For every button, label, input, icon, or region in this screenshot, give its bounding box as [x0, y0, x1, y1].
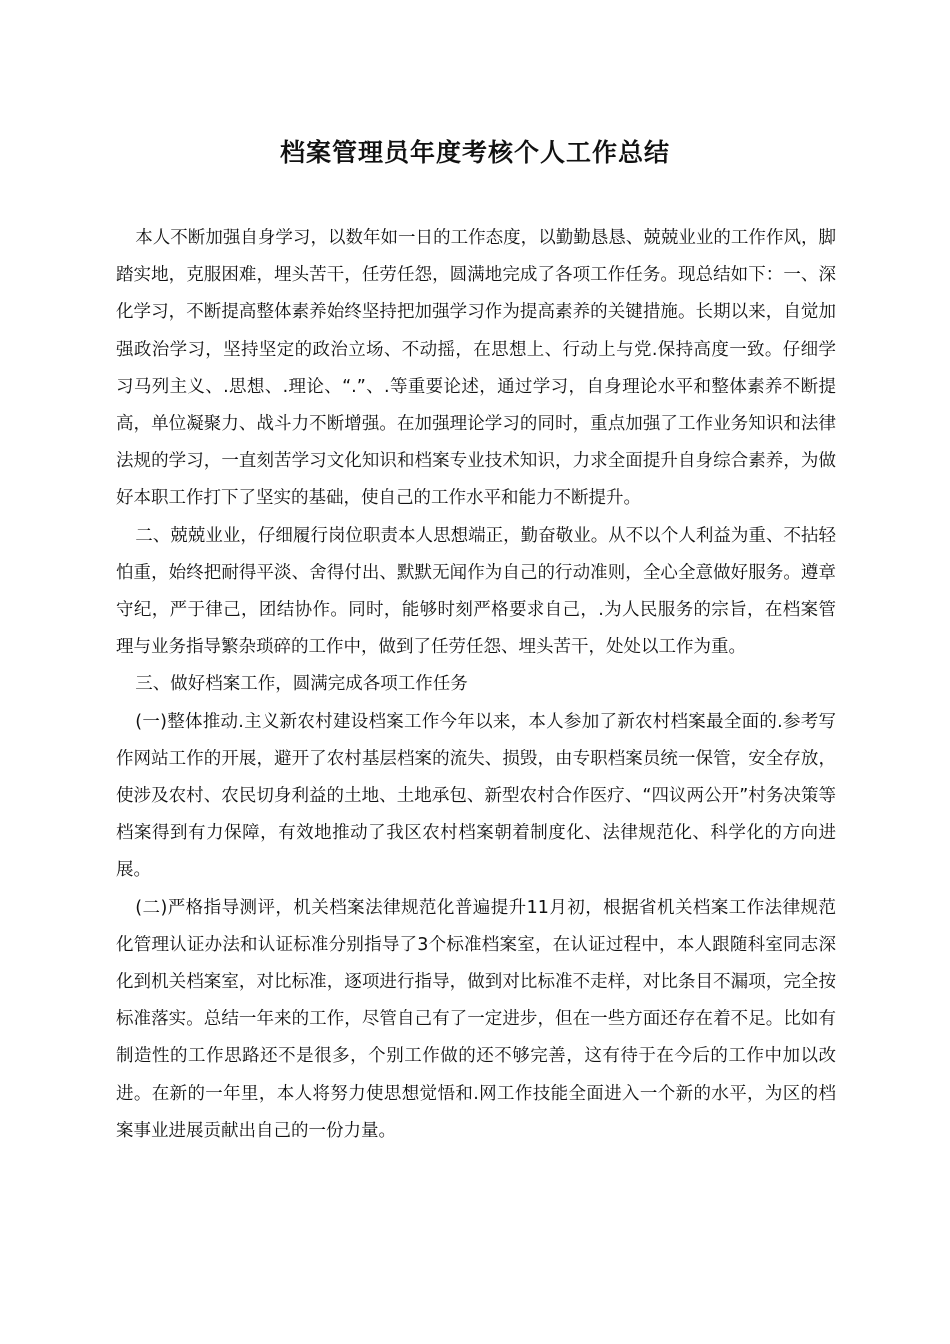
section-three-heading: 三、做好档案工作，圆满完成各项工作任务 [135, 674, 468, 695]
paragraph-subsection-one: (一)整体推动.主义新农村建设档案工作今年以来，本人参加了新农村档案最全面的.参考写作网站工作的开展，避开了农村基层档案的流失、损毁，由专职档案员统一保管，安全存放，使涉及农村、农民切身利益的土地、土地承包、新型农村合作医疗、“四议两公开”村务决策等档案得到有力保障，有效地推动了我区农村档案朝着制度化、法律规范化、科学化的方向进展。 [116, 711, 836, 881]
paragraph-subsection-two: (二)严格指导测评，机关档案法律规范化普遍提升11月初，根据省机关档案工作法律规范化管理认证办法和认证标准分别指导了3个标准档案室，在认证过程中，本人跟随科室同志深化到机关档案室，对比标准，逐项进行指导，做到对比标准不走样，对比条目不漏项，完全按标准落实。总结一年来的工作，尽管自己有了一定进步，但在一些方面还存在着不足。比如有制造性的工作思路还不是很多，个别工作做的还不够完善，这有待于在今后的工作中加以改进。在新的一年里，本人将努力使思想觉悟和.网工作技能全面进入一个新的水平，为区的档案事业进展贡献出自己的一份力量。 [116, 897, 836, 1141]
document-body [116, 220, 836, 1150]
paragraph-section-two: 二、兢兢业业，仔细履行岗位职责本人思想端正，勤奋敬业。从不以个人利益为重、不拈轻怕重，始终把耐得平淡、舍得付出、默默无闻作为自己的行动准则，全心全意做好服务。遵章守纪，严于律己，团结协作。同时，能够时刻严格要求自己，.为人民服务的宗旨，在档案管理与业务指导繁杂琐碎的工作中，做到了任劳任怨、埋头苦干，处处以工作为重。 [116, 525, 836, 658]
document-title: 档案管理员年度考核个人工作总结 [279, 138, 670, 167]
paragraph-intro: 本人不断加强自身学习，以数年如一日的工作态度，以勤勤恳恳、兢兢业业的工作作风，脚踏实地，克服困难，埋头苦干，任劳任怨，圆满地完成了各项工作任务。现总结如下：一、深化学习，不断提高整体素养始终坚持把加强学习作为提高素养的关键措施。长期以来，自觉加强政治学习，坚持坚定的政治立场、不动摇，在思想上、行动上与党.保持高度一致。仔细学习马列主义、.思想、.理论、“.”、.等重要论述，通过学习，自身理论水平和整体素养不断提高，单位凝聚力、战斗力不断增强。在加强理论学习的同时，重点加强了工作业务知识和法律法规的学习，一直刻苦学习文化知识和档案专业技术知识，力求全面提升自身综合素养，为做好本职工作打下了坚实的基础，使自己的工作水平和能力不断提升。 [116, 228, 836, 509]
